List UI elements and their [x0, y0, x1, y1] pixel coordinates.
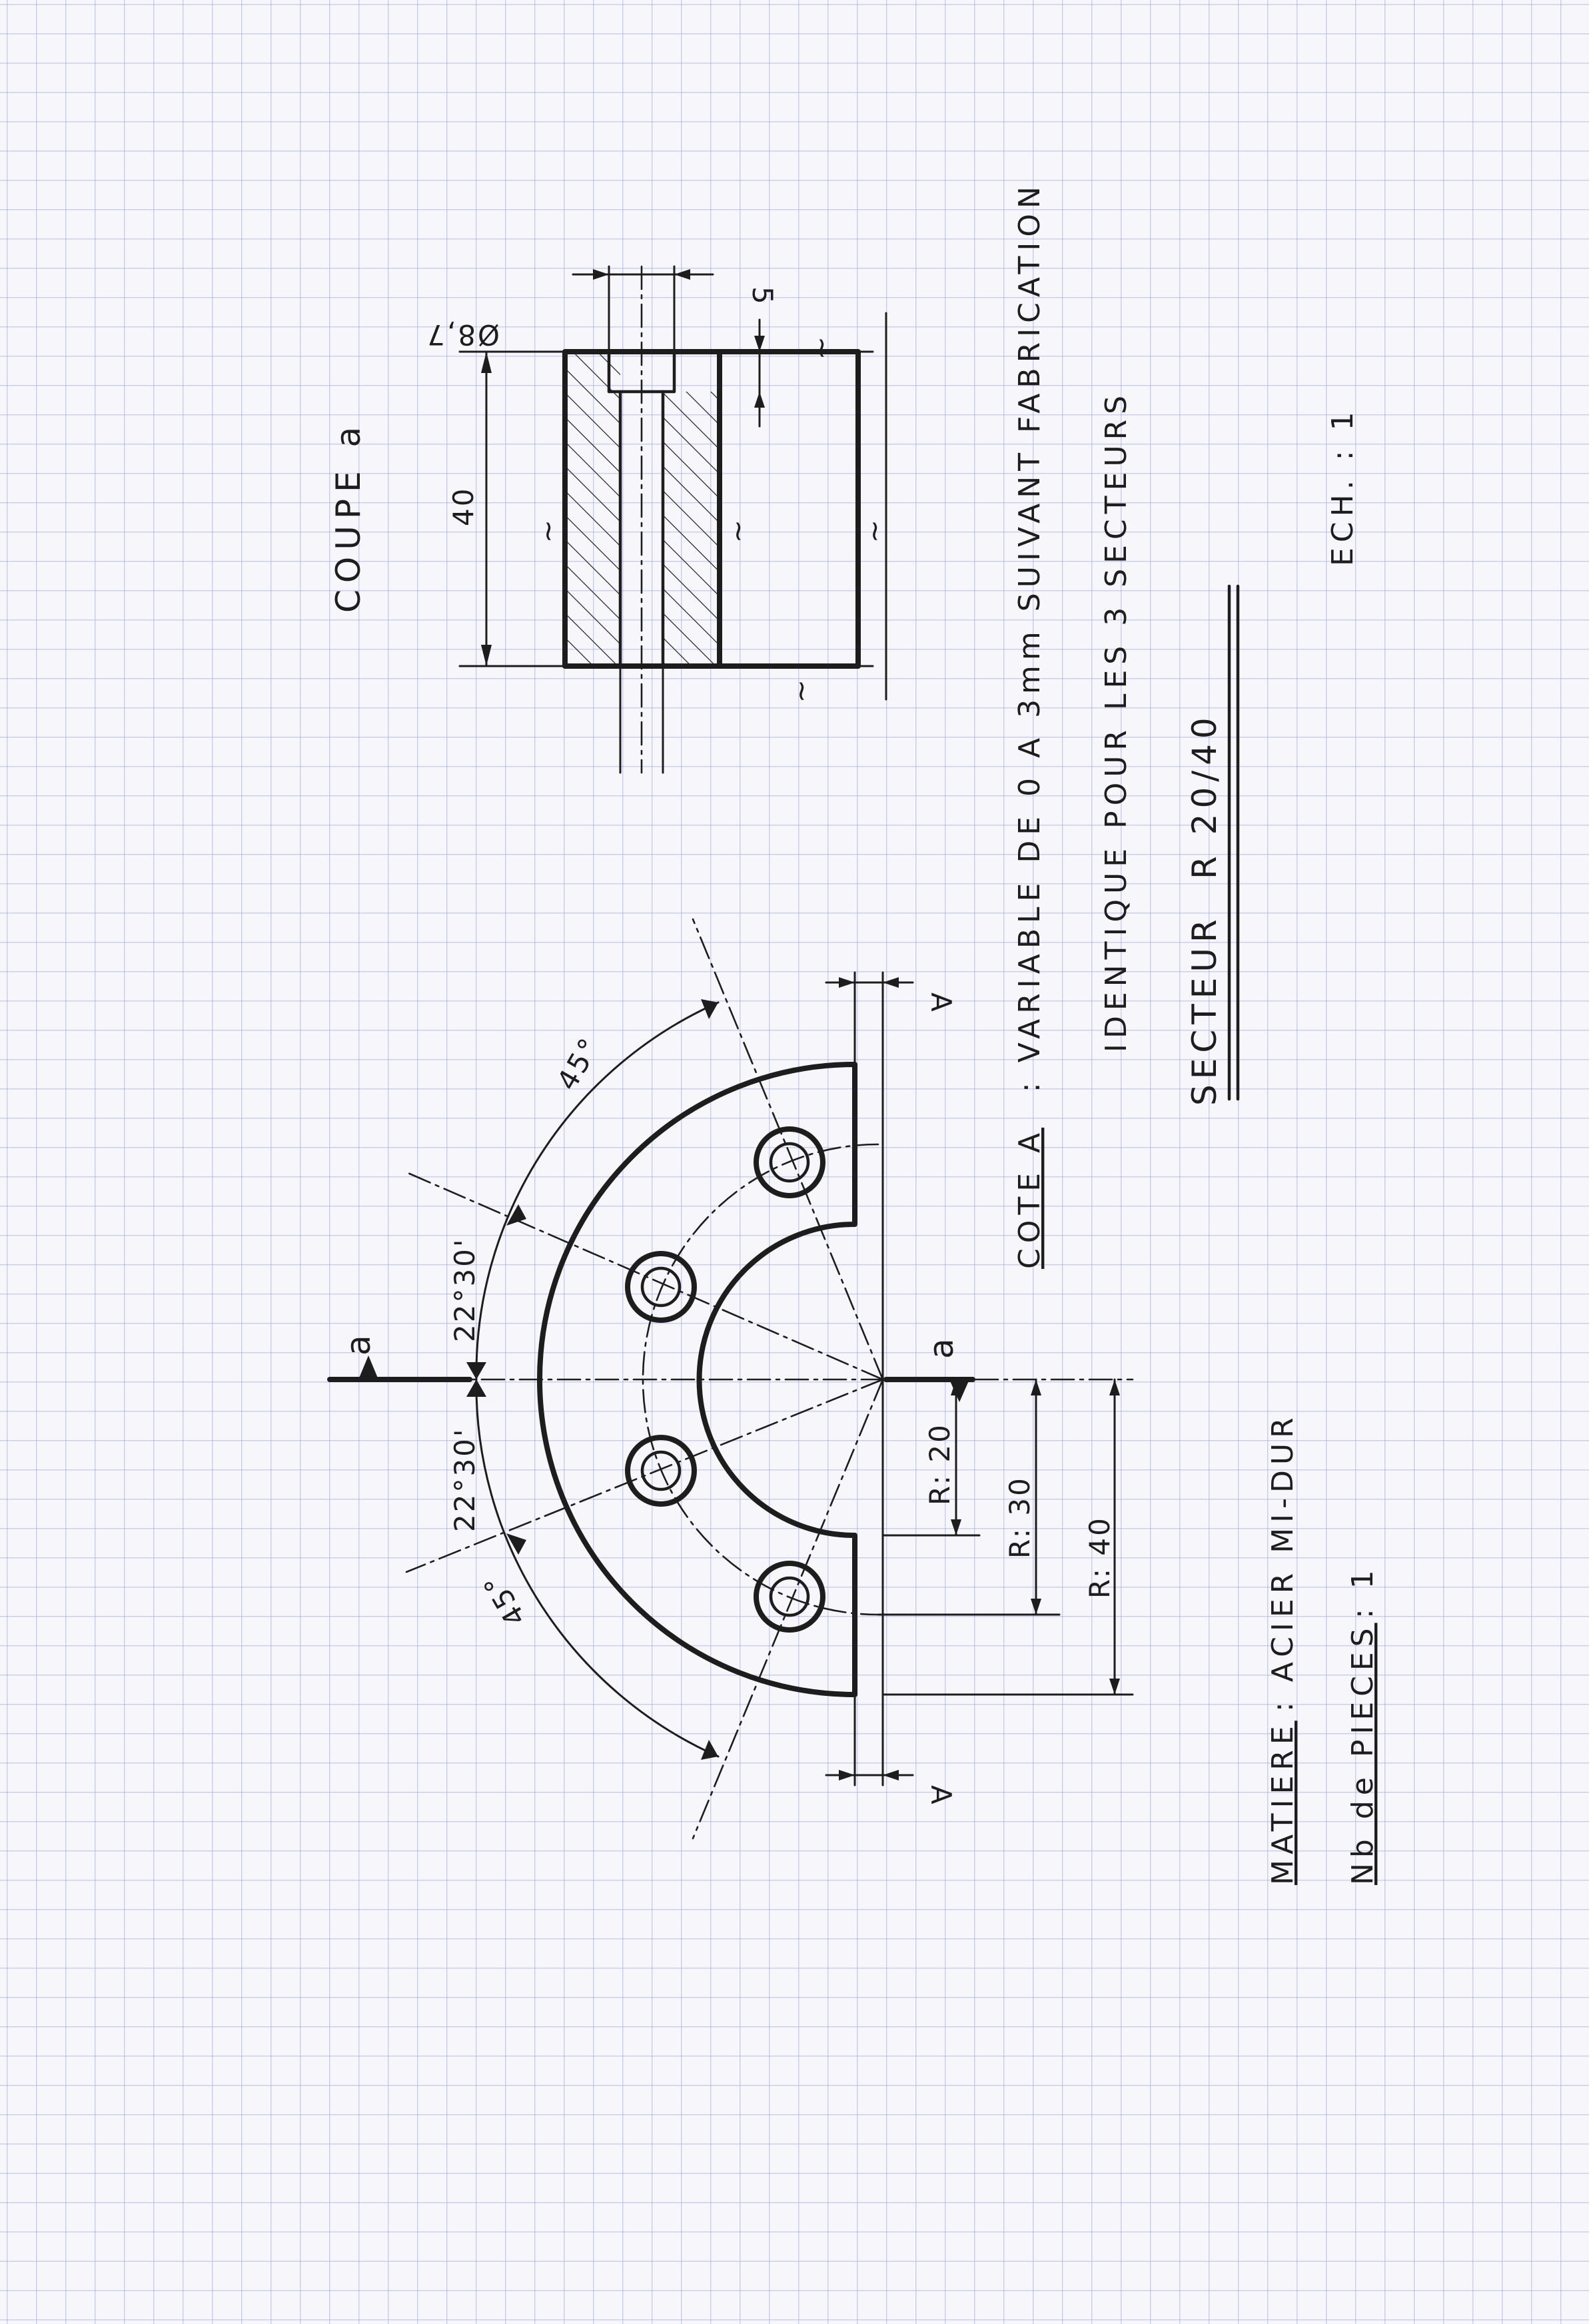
arrow: [754, 392, 765, 408]
dim-bore: Ø8,7: [425, 318, 500, 351]
cote-a-label: COTE A: [1013, 1127, 1047, 1269]
section-view: [329, 266, 892, 773]
arrow: [951, 1519, 961, 1535]
roughness-mark: ∼: [859, 520, 892, 546]
hole-2: [628, 1254, 694, 1320]
angle-45-bottom: 45°: [476, 1567, 532, 1632]
hatch-lower: [663, 392, 720, 666]
arrow: [481, 645, 492, 666]
roughness-mark: ∼: [786, 679, 819, 705]
arrow: [839, 1770, 855, 1780]
angle-22-30-bottom: 22°30': [448, 1427, 481, 1532]
nb-pieces-value: : 1: [1346, 1565, 1380, 1619]
section-marker-top: a: [339, 1328, 378, 1356]
secteur-label: SECTEUR: [1185, 914, 1224, 1106]
section-marker-bottom: a: [922, 1332, 961, 1359]
angle-45-top: 45°: [550, 1031, 607, 1096]
roughness-mark: ∼: [533, 520, 566, 546]
matiere-value: : ACIER MI-DUR: [1266, 1412, 1300, 1712]
arrow: [839, 977, 855, 988]
arrow: [1109, 1379, 1120, 1395]
dim-a-top: A: [925, 992, 957, 1014]
dim-r30: R: 30: [1003, 1476, 1036, 1559]
arrow: [883, 977, 899, 988]
arrow: [481, 352, 492, 373]
matiere-label: MATIERE: [1266, 1721, 1300, 1885]
notes: [1013, 181, 1380, 1885]
dim-a-bottom: A: [925, 1785, 957, 1806]
dim-40: 40: [447, 486, 480, 526]
arrow: [1031, 1599, 1041, 1615]
roughness-mark: ∼: [723, 520, 756, 546]
angle-arc-bottom: [476, 1379, 718, 1756]
dim-5: 5: [746, 286, 779, 306]
nb-pieces-label: Nb de PIECES: [1346, 1623, 1380, 1885]
section-title: COUPE a: [329, 420, 368, 613]
arrow: [1031, 1379, 1041, 1395]
arrow: [674, 269, 690, 280]
arrow: [883, 1770, 899, 1780]
dim-r20: R: 20: [923, 1423, 956, 1505]
arrow: [593, 269, 609, 280]
angle-22-30-top: 22°30': [448, 1237, 481, 1342]
cote-a-text: : VARIABLE DE 0 A 3mm SUIVANT FABRICATION: [1013, 181, 1047, 1092]
arrow: [1109, 1679, 1120, 1695]
identique-note: IDENTIQUE POUR LES 3 SECTEURS: [1099, 390, 1133, 1052]
arrow: [358, 1356, 378, 1379]
secteur-value: R 20/40: [1185, 712, 1224, 879]
dim-r40: R: 40: [1083, 1516, 1116, 1599]
echelle: ECH. : 1: [1326, 406, 1360, 566]
hatch-upper: [565, 352, 620, 666]
roughness-mark: ∼: [806, 336, 839, 362]
